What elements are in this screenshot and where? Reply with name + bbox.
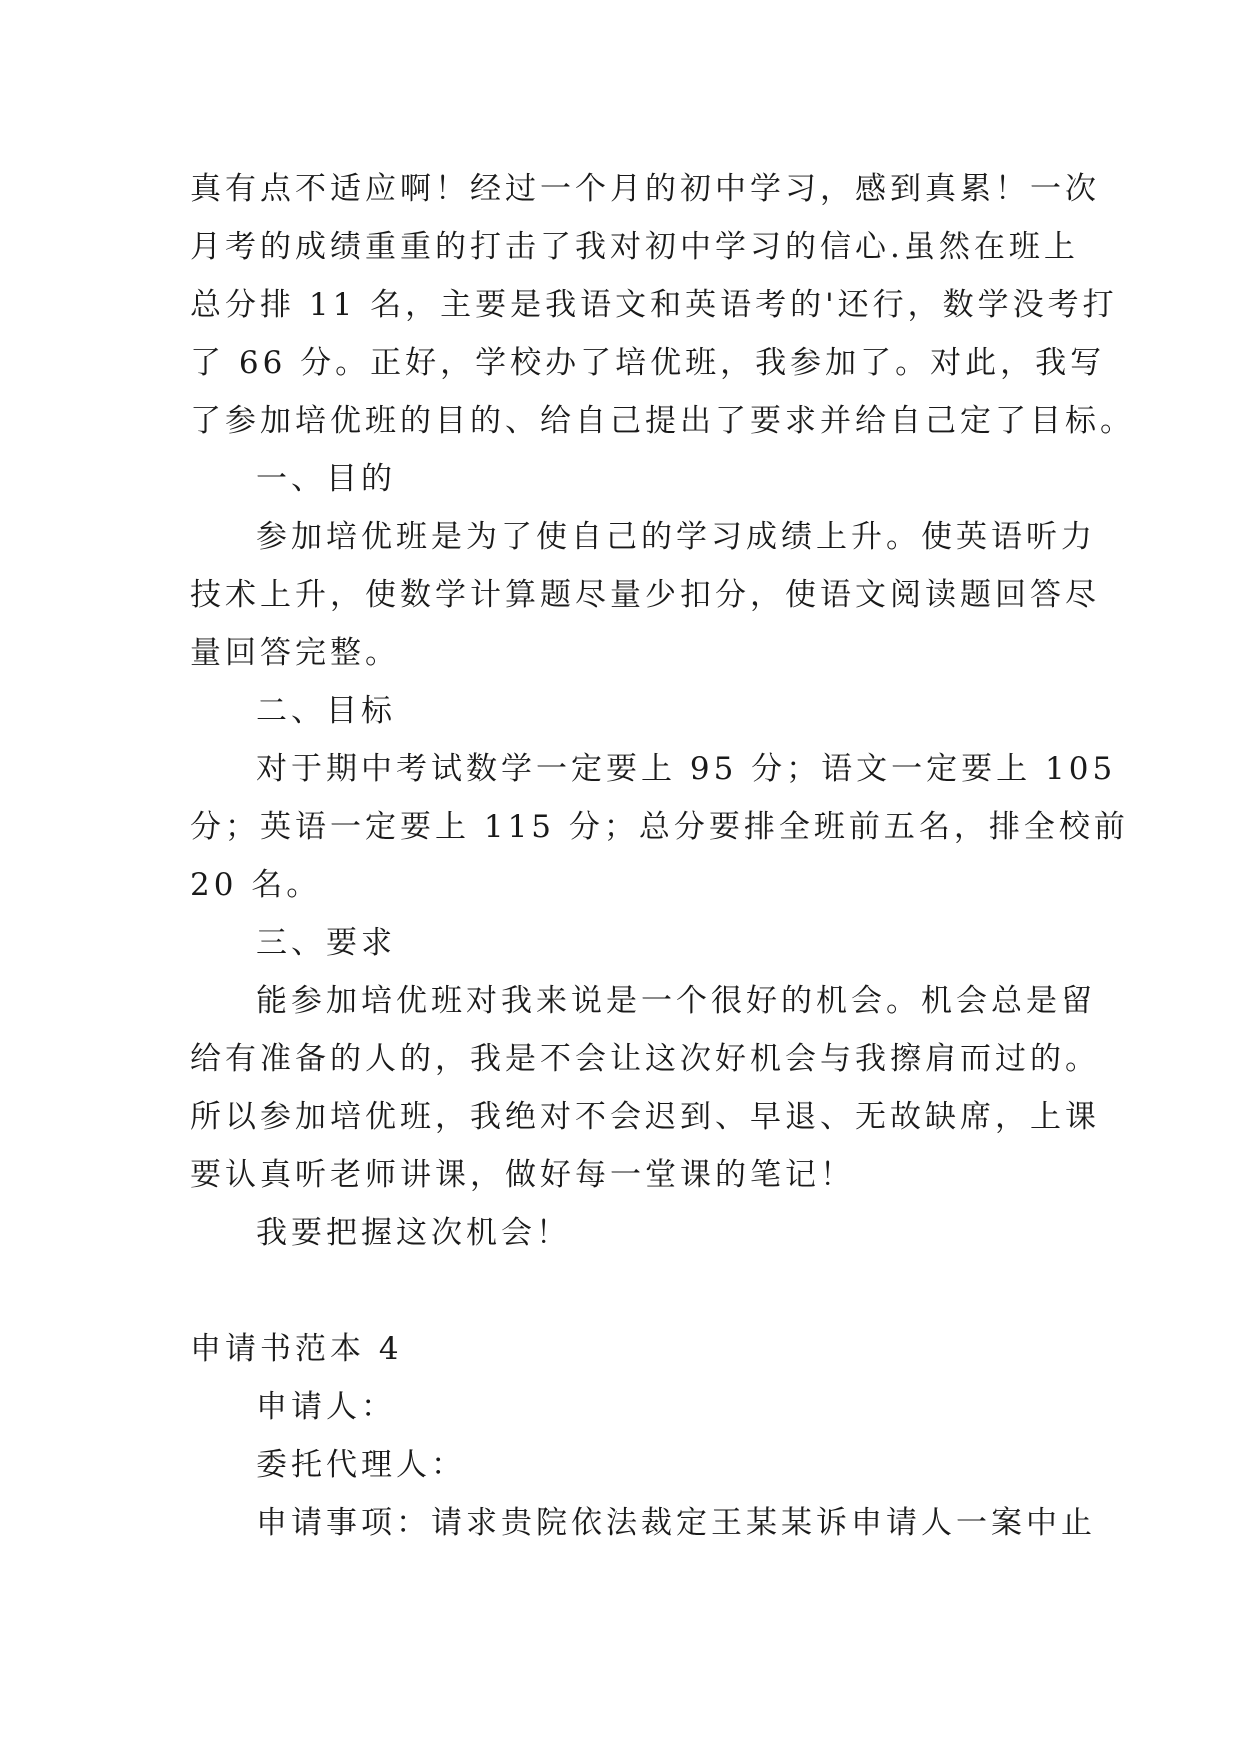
applicant-label: 申请人： [256,1389,396,1425]
paragraph-line: 真有点不适应啊！经过一个月的初中学习，感到真累！一次 [190,171,1100,207]
section-heading-goal: 二、目标 [256,693,396,729]
section-heading-purpose: 一、目的 [256,461,396,497]
paragraph-line: 技术上升，使数学计算题尽量少扣分，使语文阅读题回答尽 [190,577,1100,613]
application-template-section [190,1320,1096,1552]
paragraph-line: 所以参加培优班，我绝对不会迟到、早退、无故缺席，上课 [190,1099,1100,1135]
paragraph-line: 了参加培优班的目的、给自己提出了要求并给自己定了目标。 [190,403,1135,439]
paragraph-line: 对于期中考试数学一定要上 95 分；语文一定要上 105 [256,751,1117,787]
section-heading-requirement: 三、要求 [256,925,396,961]
paragraph-line: 量回答完整。 [190,635,400,671]
paragraph-line: 给有准备的人的，我是不会让这次好机会与我擦肩而过的。 [190,1041,1100,1077]
paragraph-line: 参加培优班是为了使自己的学习成绩上升。使英语听力 [256,519,1096,555]
paragraph-line: 总分排 11 名，主要是我语文和英语考的'还行，数学没考打 [190,287,1118,323]
paragraph-line: 月考的成绩重重的打击了我对初中学习的信心.虽然在班上 [190,229,1079,265]
essay-section [190,160,1135,1262]
paragraph-line: 20 名。 [190,867,322,903]
paragraph-line: 了 66 分。正好，学校办了培优班，我参加了。对此，我写 [190,345,1106,381]
paragraph-line: 能参加培优班对我来说是一个很好的机会。机会总是留 [256,983,1096,1019]
paragraph-line: 我要把握这次机会！ [256,1215,571,1251]
paragraph-line: 要认真听老师讲课，做好每一堂课的笔记！ [190,1157,855,1193]
paragraph-line: 分；英语一定要上 115 分；总分要排全班前五名，排全校前 [190,809,1129,845]
application-matter-line: 申请事项：请求贵院依法裁定王某某诉申请人一案中止 [256,1505,1096,1541]
section-title: 申请书范本 4 [190,1331,403,1367]
agent-label: 委托代理人： [256,1447,466,1483]
